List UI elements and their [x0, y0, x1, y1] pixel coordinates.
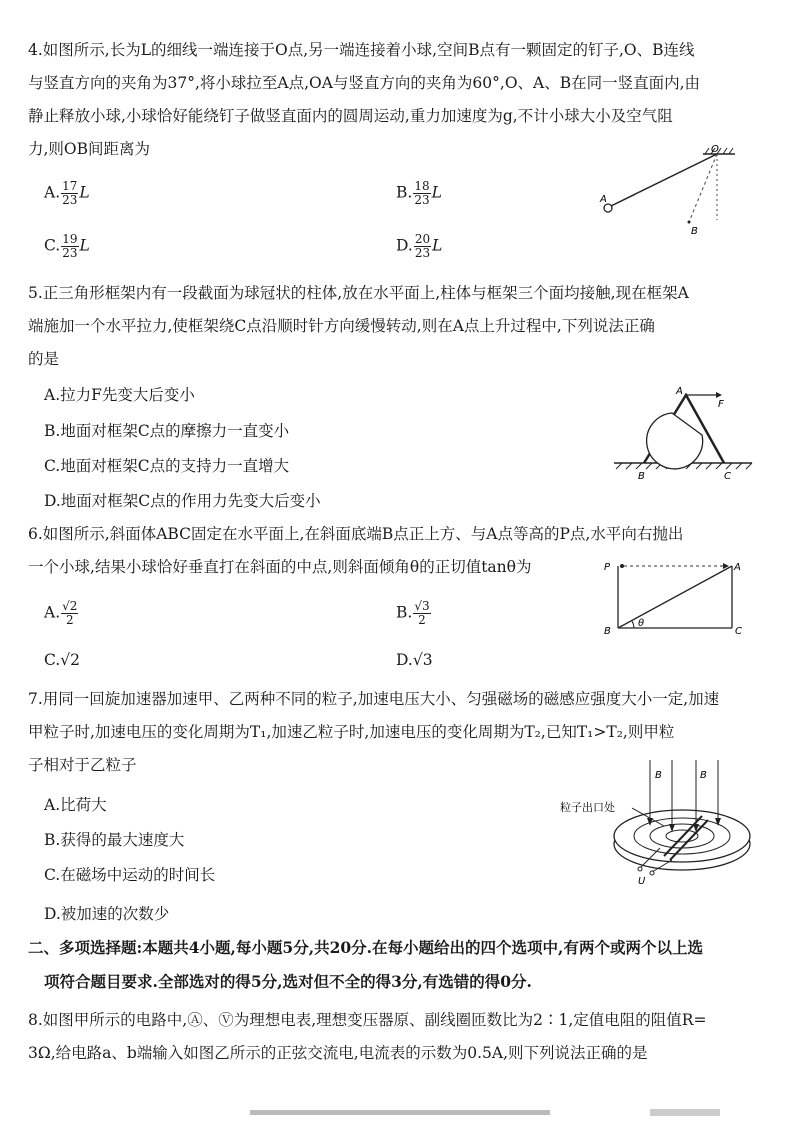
q6-line-2: 一个小球,结果小球恰好垂直打在斜面的中点,则斜面倾角θ的正切值tanθ为 [28, 558, 532, 576]
q6-figure-incline [600, 560, 750, 640]
q5-option-b[interactable]: B.地面对框架C点的摩擦力一直变小 [44, 422, 290, 440]
q4-line-4: 力,则OB间距离为 [28, 140, 151, 158]
question-5 [28, 277, 768, 376]
q4-figure-pendulum [595, 140, 755, 250]
q6-option-c[interactable]: C.√2 [44, 651, 80, 669]
q8-line-1: 8.如图甲所示的电路中,Ⓐ、Ⓥ为理想电表,理想变压器原、副线圈匝数比为2∶1,定值电阻的阻值R= [28, 1011, 707, 1029]
q5-label-c: C [724, 471, 731, 482]
q5-line-1: 5.正三角形框架内有一段截面为球冠状的柱体,放在水平面上,柱体与框架三个面均接触,现在框架A [28, 284, 689, 302]
q4-label-o: O [711, 144, 719, 155]
section-2-header [28, 931, 768, 999]
q5-option-c[interactable]: C.地面对框架C点的支持力一直增大 [44, 457, 290, 475]
q7-label-b1: B [655, 770, 662, 781]
q7-line-1: 7.用同一回旋加速器加速甲、乙两种不同的粒子,加速电压大小、匀强磁场的磁感应强度大小一定,加速 [28, 690, 720, 708]
q5-line-2: 端施加一个水平拉力,使框架绕C点沿顺时针方向缓慢转动,则在A点上升过程中,下列说法正确 [28, 317, 655, 335]
q7-line-3: 子相对于乙粒子 [28, 756, 137, 774]
q7-line-2: 甲粒子时,加速电压的变化周期为T₁,加速乙粒子时,加速电压的变化周期为T₂,已知T₁>T₂,则甲粒 [28, 723, 675, 741]
q4-option-d[interactable]: D. $\frac{20}{23}$ L [396, 232, 443, 260]
q5-figure-triangle-frame [612, 383, 762, 483]
q6-label-theta: θ [638, 618, 645, 629]
q6-option-d[interactable]: D.√3 [396, 651, 433, 669]
q5-label-b: B [638, 471, 645, 482]
q7-option-d[interactable]: D.被加速的次数少 [44, 905, 170, 923]
q5-option-d[interactable]: D.地面对框架C点的作用力先变大后变小 [44, 492, 321, 510]
question-8 [28, 1004, 768, 1070]
q6-label-a: A [734, 562, 741, 573]
q4-label-b: B [691, 226, 698, 237]
q6-line-1: 6.如图所示,斜面体ABC固定在水平面上,在斜面底端B点正上方、与A点等高的P点,水平向右抛出 [28, 525, 684, 543]
q8-line-2: 3Ω,给电路a、b端输入如图乙所示的正弦交流电,电流表的示数为0.5A,则下列说法正确的是 [28, 1044, 648, 1062]
q7-option-a[interactable]: A.比荷大 [44, 796, 107, 814]
q4-option-b[interactable]: B. $\frac{18}{23}$ L [396, 179, 442, 207]
q5-label-a: A [676, 386, 683, 397]
q4-line-2: 与竖直方向的夹角为37°,将小球拉至A点,OA与竖直方向的夹角为60°,O、A、B在同一竖直面内,由 [28, 74, 701, 92]
q5-option-a[interactable]: A.拉力F先变大后变小 [44, 386, 195, 404]
q6-label-p: P [604, 562, 611, 573]
q6-label-b: B [604, 626, 611, 637]
q6-option-a[interactable]: A. $\frac{√2}{2}$ [44, 599, 78, 627]
page-footer-smudge [250, 1106, 730, 1123]
q5-line-3: 的是 [28, 350, 60, 368]
q5-label-f: F [718, 399, 724, 410]
q4-option-c[interactable]: C. $\frac{19}{23}$ L [44, 232, 90, 260]
q7-label-exit: 粒子出口处 [560, 801, 615, 814]
q7-label-b2: B [700, 770, 707, 781]
q4-option-a[interactable]: A. $\frac{17}{23}$ L [44, 179, 90, 207]
q6-label-c: C [735, 626, 742, 637]
q7-label-u: U [638, 876, 646, 886]
section-2-line-1: 二、多项选择题:本题共4小题,每小题5分,共20分.在每小题给出的四个选项中,有两个或两个以上选 [28, 938, 703, 957]
q7-option-c[interactable]: C.在磁场中运动的时间长 [44, 866, 216, 884]
q7-figure-cyclotron [560, 756, 770, 886]
q4-line-3: 静止释放小球,小球恰好能绕钉子做竖直面内的圆周运动,重力加速度为g,不计小球大小及空气阻 [28, 107, 673, 125]
q4-line-1: 4.如图所示,长为L的细线一端连接于O点,另一端连接着小球,空间B点有一颗固定的钉子,O、B连线 [28, 41, 695, 59]
q4-label-a: A [600, 194, 607, 205]
section-2-line-2: 项符合题目要求.全部选对的得5分,选对但不全的得3分,有选错的得0分. [44, 972, 532, 991]
q6-option-b[interactable]: B. $\frac{√3}{2}$ [396, 599, 430, 627]
q7-option-b[interactable]: B.获得的最大速度大 [44, 831, 185, 849]
